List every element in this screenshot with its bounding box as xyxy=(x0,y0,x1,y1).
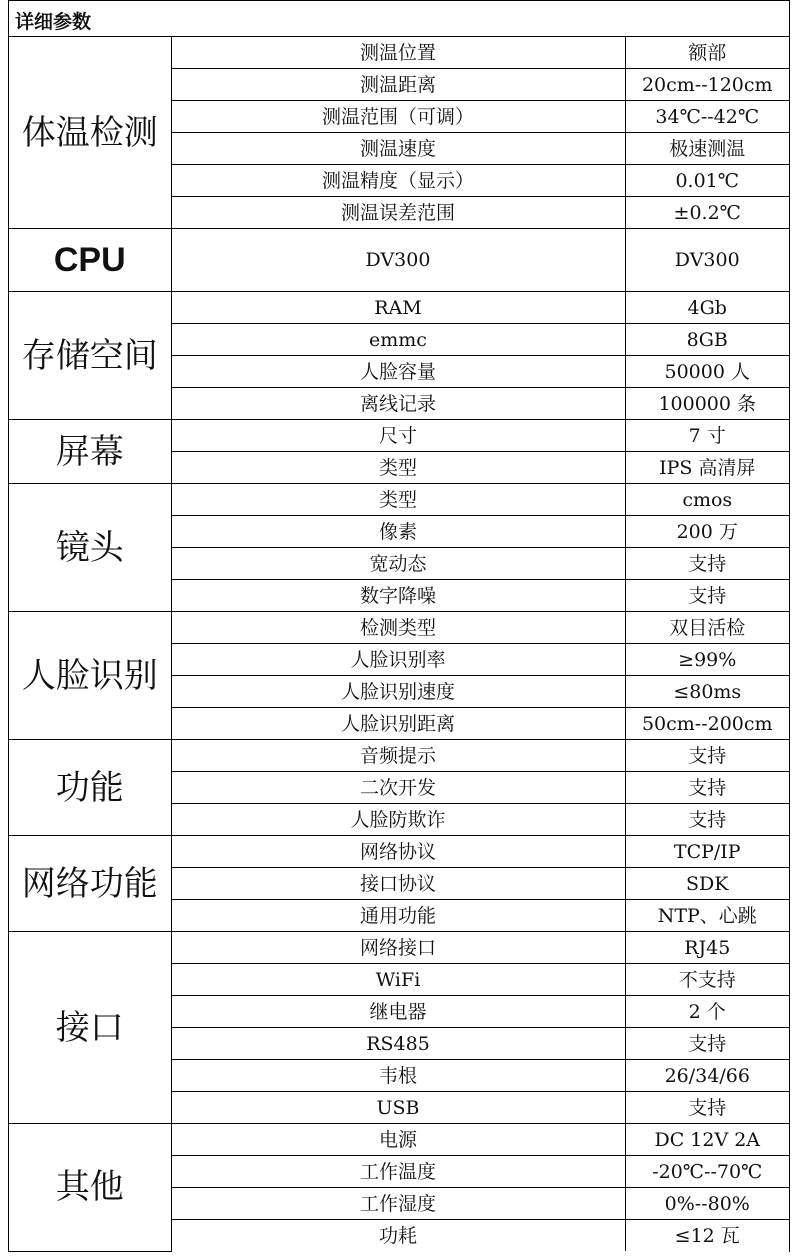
param-value: 50000 人 xyxy=(625,356,789,388)
table-row xyxy=(9,1124,789,1156)
param-name: 韦根 xyxy=(171,1060,625,1092)
param-name: USB xyxy=(171,1092,625,1124)
param-name: 人脸容量 xyxy=(171,356,625,388)
table-row xyxy=(9,836,789,868)
param-name: 类型 xyxy=(171,452,625,484)
param-value: 200 万 xyxy=(625,516,789,548)
table-row xyxy=(9,932,789,964)
param-name: 测温距离 xyxy=(171,69,625,101)
param-value: ±0.2℃ xyxy=(625,197,789,229)
param-value: 4Gb xyxy=(625,292,789,324)
param-name: 测温范围（可调） xyxy=(171,101,625,133)
param-value: 支持 xyxy=(625,772,789,804)
param-value: 双目活检 xyxy=(625,612,789,644)
param-name: 离线记录 xyxy=(171,388,625,420)
param-name: 宽动态 xyxy=(171,548,625,580)
table-row xyxy=(9,484,789,516)
param-name: 工作湿度 xyxy=(171,1188,625,1220)
param-name: WiFi xyxy=(171,964,625,996)
spec-table xyxy=(9,37,789,1252)
param-value: SDK xyxy=(625,868,789,900)
category-label: CPU xyxy=(9,229,171,292)
param-value: ≤80ms xyxy=(625,676,789,708)
param-name: emmc xyxy=(171,324,625,356)
param-name: 功耗 xyxy=(171,1220,625,1252)
table-row xyxy=(9,292,789,324)
param-value: 支持 xyxy=(625,548,789,580)
category-label: 屏幕 xyxy=(9,420,171,484)
param-name: 检测类型 xyxy=(171,612,625,644)
param-name: 网络接口 xyxy=(171,932,625,964)
param-name: 通用功能 xyxy=(171,900,625,932)
param-value: IPS 高清屏 xyxy=(625,452,789,484)
param-value: 34℃--42℃ xyxy=(625,101,789,133)
param-name: 像素 xyxy=(171,516,625,548)
param-name: 继电器 xyxy=(171,996,625,1028)
param-name: 人脸识别率 xyxy=(171,644,625,676)
section-title: 详细参数 xyxy=(9,1,789,37)
param-name: 人脸识别速度 xyxy=(171,676,625,708)
param-value: 7 寸 xyxy=(625,420,789,452)
param-name: 测温速度 xyxy=(171,133,625,165)
category-label: 体温检测 xyxy=(9,37,171,229)
param-value: 额部 xyxy=(625,37,789,69)
category-label: 接口 xyxy=(9,932,171,1124)
param-name: 工作温度 xyxy=(171,1156,625,1188)
spec-sheet xyxy=(8,0,790,1252)
param-name: 测温精度（显示） xyxy=(171,165,625,197)
param-value: RJ45 xyxy=(625,932,789,964)
param-name: 数字降噪 xyxy=(171,580,625,612)
category-label: 功能 xyxy=(9,740,171,836)
param-name: 测温位置 xyxy=(171,37,625,69)
category-label: 镜头 xyxy=(9,484,171,612)
table-row xyxy=(9,37,789,69)
param-value: DV300 xyxy=(625,229,789,292)
param-value: 2 个 xyxy=(625,996,789,1028)
param-value: 8GB xyxy=(625,324,789,356)
param-value: 不支持 xyxy=(625,964,789,996)
param-name: 接口协议 xyxy=(171,868,625,900)
table-row xyxy=(9,229,789,292)
param-value: 支持 xyxy=(625,1028,789,1060)
param-name: 类型 xyxy=(171,484,625,516)
param-name: RAM xyxy=(171,292,625,324)
param-value: 100000 条 xyxy=(625,388,789,420)
param-name: 人脸识别距离 xyxy=(171,708,625,740)
param-value: 支持 xyxy=(625,1092,789,1124)
spec-table-body xyxy=(9,37,789,1251)
param-value: DC 12V 2A xyxy=(625,1124,789,1156)
param-value: ≥99% xyxy=(625,644,789,676)
param-name: 尺寸 xyxy=(171,420,625,452)
param-value: 50cm--200cm xyxy=(625,708,789,740)
category-label: 其他 xyxy=(9,1124,171,1252)
table-row xyxy=(9,420,789,452)
category-label: 网络功能 xyxy=(9,836,171,932)
param-value: TCP/IP xyxy=(625,836,789,868)
category-label: 存储空间 xyxy=(9,292,171,420)
param-name: 人脸防欺诈 xyxy=(171,804,625,836)
table-row xyxy=(9,612,789,644)
param-value: 20cm--120cm xyxy=(625,69,789,101)
param-name: 测温误差范围 xyxy=(171,197,625,229)
param-value: 支持 xyxy=(625,804,789,836)
param-name: RS485 xyxy=(171,1028,625,1060)
param-value: 26/34/66 xyxy=(625,1060,789,1092)
param-value: 0%--80% xyxy=(625,1188,789,1220)
category-label: 人脸识别 xyxy=(9,612,171,740)
param-name: 音频提示 xyxy=(171,740,625,772)
param-name: DV300 xyxy=(171,229,625,292)
param-name: 电源 xyxy=(171,1124,625,1156)
param-name: 二次开发 xyxy=(171,772,625,804)
param-value: 0.01℃ xyxy=(625,165,789,197)
table-row xyxy=(9,740,789,772)
param-value: NTP、心跳 xyxy=(625,900,789,932)
param-value: cmos xyxy=(625,484,789,516)
param-value: 极速测温 xyxy=(625,133,789,165)
param-value: -20℃--70℃ xyxy=(625,1156,789,1188)
param-name: 网络协议 xyxy=(171,836,625,868)
param-value: 支持 xyxy=(625,740,789,772)
param-value: 支持 xyxy=(625,580,789,612)
param-value: ≤12 瓦 xyxy=(625,1220,789,1252)
